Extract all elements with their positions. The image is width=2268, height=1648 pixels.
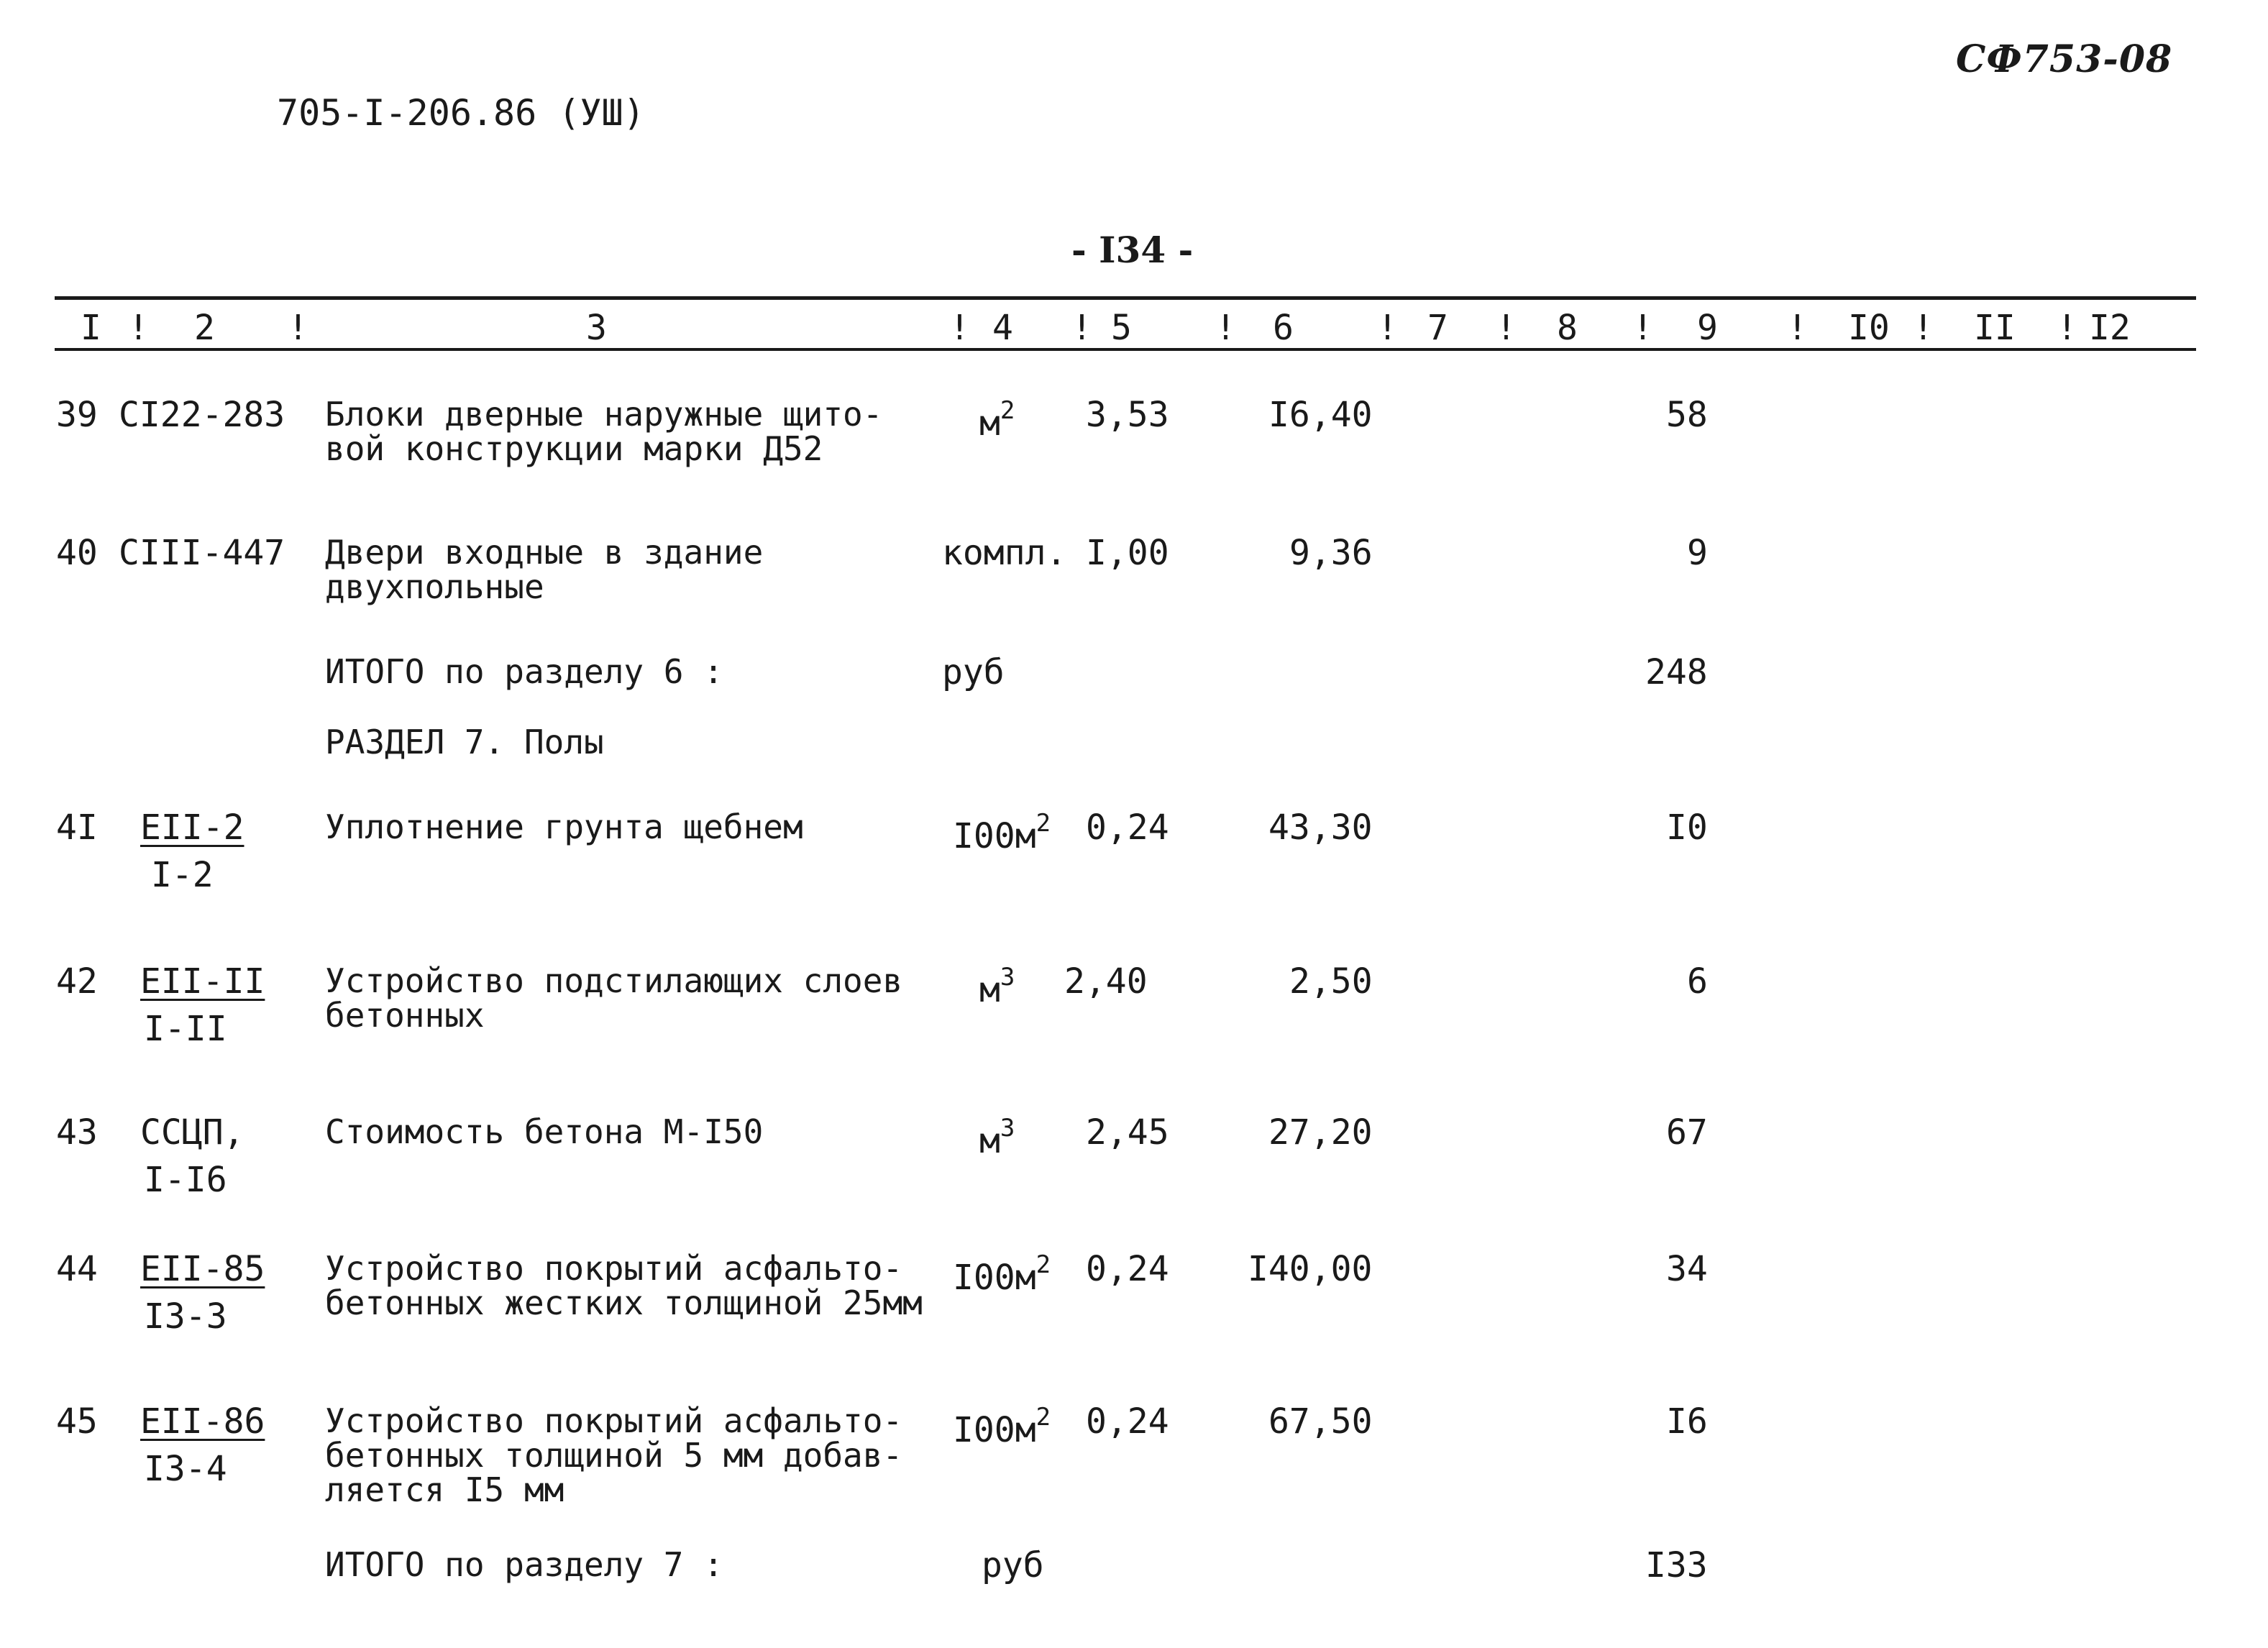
norm-code-sub: I3-4 <box>144 1449 227 1489</box>
item-description: Стоимость бетона М-I50 <box>325 1112 764 1151</box>
norm-code-sub: I-II <box>144 1009 227 1049</box>
unit-exponent: 2 <box>1035 809 1051 838</box>
item-description: Устройство покрытий асфальто- <box>325 1401 903 1440</box>
row-number: 43 <box>56 1112 98 1153</box>
norm-code: EII-II <box>140 961 265 1002</box>
column-separator: ! <box>1632 308 1653 348</box>
total-cost: I0 <box>1666 807 1708 848</box>
column-separator: ! <box>1787 308 1808 348</box>
unit: руб <box>942 652 1005 692</box>
column-separator: ! <box>1496 308 1517 348</box>
column-header: 7 <box>1427 308 1448 348</box>
unit-price: 9,36 <box>1289 533 1373 573</box>
unit: $I00м^2$ <box>953 809 1051 856</box>
quantity: 0,24 <box>1086 1249 1169 1289</box>
unit-price: I6,40 <box>1268 395 1373 435</box>
item-description: Блоки дверные наружные щито- <box>325 395 883 434</box>
norm-code-sub: I-I6 <box>144 1160 227 1200</box>
column-header: 9 <box>1697 308 1718 348</box>
norm-code-sub: I3-3 <box>144 1296 227 1337</box>
column-separator: ! <box>1071 308 1092 348</box>
column-header: 2 <box>194 308 215 348</box>
column-separator: ! <box>1377 308 1398 348</box>
norm-code-sub: I-2 <box>151 855 214 895</box>
unit: $м^3$ <box>979 963 1015 1010</box>
item-description-cont: вой конструкции марки Д52 <box>325 429 823 468</box>
column-header: I <box>81 308 101 348</box>
column-separator: ! <box>1215 308 1236 348</box>
item-description-cont: ляется I5 мм <box>325 1470 564 1509</box>
handwritten-stamp: СФ753-08 <box>1956 37 2173 81</box>
item-description: РАЗДЕЛ 7. Полы <box>325 723 604 761</box>
total-cost: 67 <box>1666 1112 1708 1153</box>
norm-code: EII-2 <box>140 807 244 848</box>
table-top-rule <box>55 296 2196 300</box>
unit-exponent: 2 <box>1000 396 1015 425</box>
unit-exponent: 3 <box>1000 963 1015 992</box>
column-header: I2 <box>2089 308 2131 348</box>
quantity: 2,40 <box>1064 961 1148 1002</box>
column-separator: ! <box>949 308 970 348</box>
unit-price: 2,50 <box>1289 961 1373 1002</box>
column-header: 5 <box>1111 308 1132 348</box>
column-separator: ! <box>2057 308 2077 348</box>
unit-price: 67,50 <box>1268 1401 1373 1442</box>
unit-price: 43,30 <box>1268 807 1373 848</box>
item-description: Двери входные в здание <box>325 533 764 572</box>
unit-exponent: 2 <box>1035 1250 1051 1279</box>
row-number: 40 <box>56 533 98 573</box>
total-cost: 34 <box>1666 1249 1708 1289</box>
quantity: 2,45 <box>1086 1112 1169 1153</box>
total-cost: 6 <box>1687 961 1708 1002</box>
unit-exponent: 2 <box>1035 1403 1051 1432</box>
table-header-rule <box>55 348 2196 351</box>
unit-price: 27,20 <box>1268 1112 1373 1153</box>
total-cost: I6 <box>1666 1401 1708 1442</box>
total-cost: I33 <box>1645 1545 1708 1585</box>
quantity: 3,53 <box>1086 395 1169 435</box>
column-header: 4 <box>992 308 1013 348</box>
row-number: 42 <box>56 961 98 1002</box>
item-description: ИТОГО по разделу 7 : <box>325 1545 723 1584</box>
unit-exponent: 3 <box>1000 1114 1015 1143</box>
column-header: II <box>1974 308 2016 348</box>
unit: $м^2$ <box>979 396 1015 444</box>
norm-code: EII-85 <box>140 1249 265 1289</box>
norm-code: CI22-283 <box>119 395 285 435</box>
row-number: 44 <box>56 1249 98 1289</box>
column-header: 6 <box>1273 308 1294 348</box>
column-header: I0 <box>1848 308 1890 348</box>
total-cost: 9 <box>1687 533 1708 573</box>
quantity: 0,24 <box>1086 1401 1169 1442</box>
quantity: I,00 <box>1086 533 1169 573</box>
norm-code: ССЦП, <box>140 1112 244 1153</box>
row-number: 45 <box>56 1401 98 1442</box>
column-separator: ! <box>1913 308 1934 348</box>
row-number: 4I <box>56 807 98 848</box>
item-description-cont: бетонных <box>325 996 485 1035</box>
page-number: - I34 - <box>1071 229 1194 271</box>
column-header: 3 <box>586 308 607 348</box>
norm-code: EII-86 <box>140 1401 265 1442</box>
document-code: 705-I-206.86 (УШ) <box>277 92 645 134</box>
total-cost: 248 <box>1645 652 1708 692</box>
unit: $I00м^2$ <box>953 1250 1051 1298</box>
total-cost: 58 <box>1666 395 1708 435</box>
item-description-cont: бетонных жестких толщиной 25мм <box>325 1283 923 1322</box>
unit: компл. <box>942 533 1067 573</box>
column-header: 8 <box>1557 308 1578 348</box>
column-separator: ! <box>128 308 149 348</box>
unit: $м^3$ <box>979 1114 1015 1161</box>
unit: $I00м^2$ <box>953 1403 1051 1450</box>
unit: руб <box>982 1545 1044 1585</box>
item-description-cont: двухпольные <box>325 567 544 606</box>
item-description: Уплотнение грунта щебнем <box>325 807 803 846</box>
item-description: ИТОГО по разделу 6 : <box>325 652 723 691</box>
row-number: 39 <box>56 395 98 435</box>
quantity: 0,24 <box>1086 807 1169 848</box>
column-separator: ! <box>288 308 308 348</box>
item-description-cont: бетонных толщиной 5 мм добав- <box>325 1436 903 1475</box>
norm-code: CIII-447 <box>119 533 285 573</box>
item-description: Устройство покрытий асфальто- <box>325 1249 903 1288</box>
unit-price: I40,00 <box>1248 1249 1373 1289</box>
item-description: Устройство подстилающих слоев <box>325 961 903 1000</box>
